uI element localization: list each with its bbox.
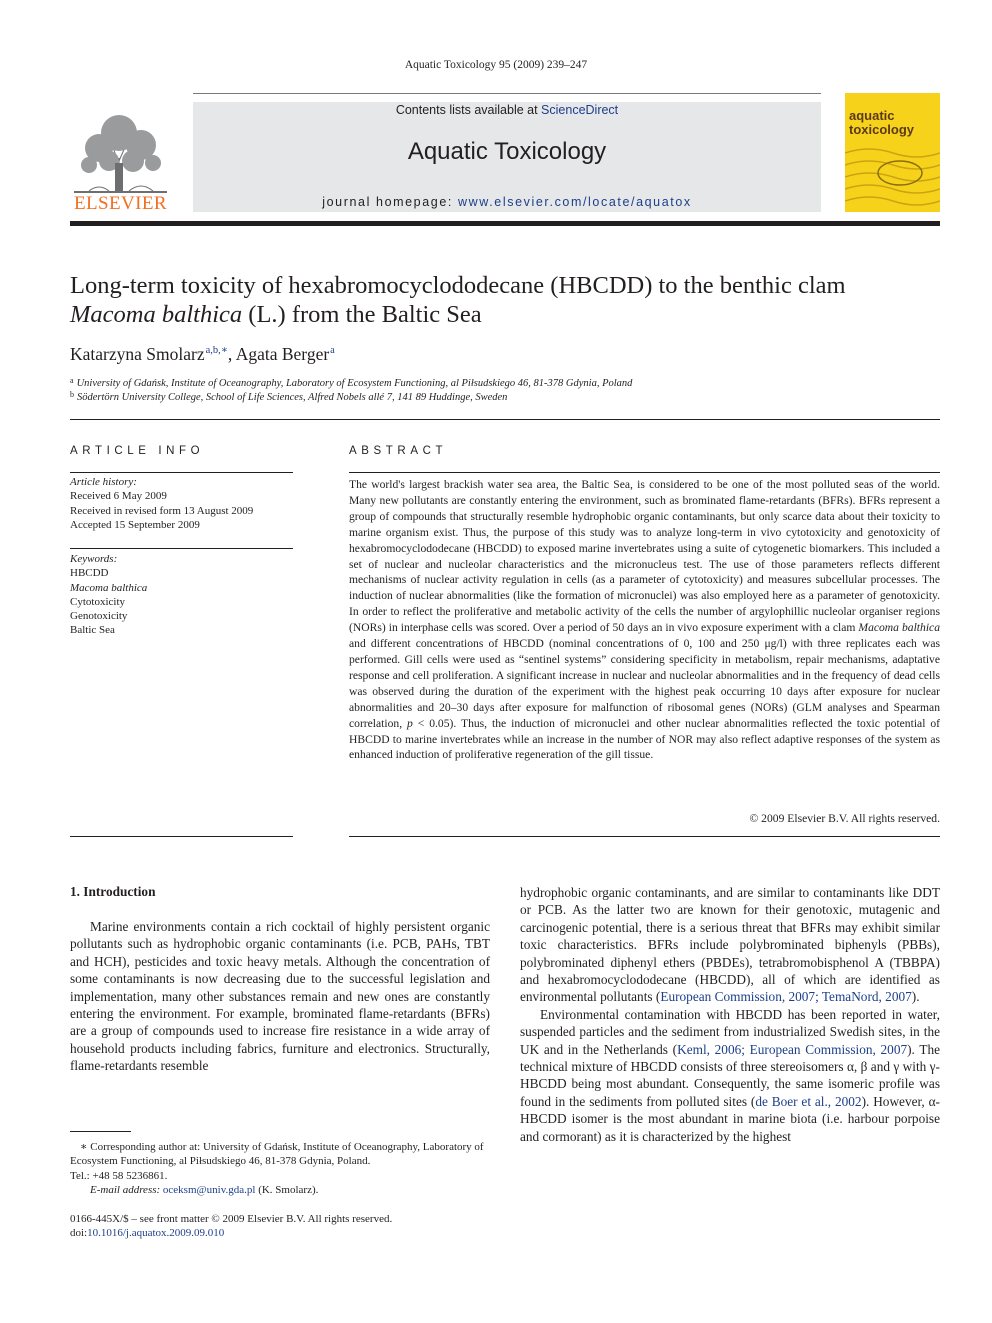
author-1: Katarzyna Smolarz [70,344,205,364]
article-info-rule [70,472,293,473]
contents-prefix: Contents lists available at [395,103,542,117]
body-column-right [520,884,940,1145]
paragraph-text: ). The technical mixture of HBCDD consists of three stereoisomers α, β and γ with γ-HBCDD being most abundant. Consequently, the same isomeric profile was found in the sediments from polluted sites ( [520,1041,940,1109]
keyword-item: HBCDD [70,567,109,580]
author-2-marks[interactable]: a [330,345,335,356]
paragraph-text: ). However, α-HBCDD isomer is the most abundant in marine biota (i.e. harbour porpoise and cormorant) as it is characterized by the highest [520,1093,940,1144]
abstract-species: Macoma balthica [858,621,940,635]
abstract-text [349,477,940,763]
paragraph-text: ). [911,989,920,1005]
corresponding-author: ∗ Corresponding author at: University of Gdańsk, Institute of Oceanography, Laboratory of Ecosystem Functioning, al Piłsudskiego 46, 81-378 Gdynia, Poland. [70,1141,484,1168]
abstract-p-symbol: p [407,716,413,730]
abstract-part1: The world's largest brackish water sea area, the Baltic Sea, is considered to be one of the most polluted seas of the world. Many new pollutants are constantly entering the environment, such as brominated flame-retardants (BFRs). BFRs represent a group of compounds that structurally resemble hydrophobic organic contaminants, but only scarce data about their toxicity to marine organism exist. Thus, the purpose of this study was to analyze long-term in vivo cytotoxicity and genotoxicity of hexabromocyclododecane (HBCDD) to exposed marine invertebrates using a suite of cytogenetic biomarkers. This included a set of nuclear and nucleolar characteristics and the micronucleus test. The use of those parameters reflects different mechanisms of nuclear activity regulation in cells (as a parameter of cytotoxicity) and measures subcellular processes. The induction of nuclear abnormalities (like the formation of micronuclei) was also employed here as a parameter of genotoxicity. In order to reflect the proliferative and metabolic activity of the cells the number of argylophillic nucleolar organiser regions (NORs) in interphase cells was scored. Over a period of 50 days an in vivo exposure experiment with a clam [349,478,940,635]
journal-cover-thumbnail[interactable] [845,93,940,212]
keyword-item: Baltic Sea [70,624,115,637]
title-species: Macoma balthica [70,300,243,328]
issn-line: 0166-445X/$ – see front matter © 2009 Elsevier B.V. All rights reserved. [70,1213,393,1225]
journal-homepage [193,195,821,209]
doi-label: doi: [70,1227,88,1240]
header-rule [70,221,940,226]
affiliation-a-mark: a [70,376,74,385]
abstract-part3: < 0.05). Thus, the induction of micronuclei and other nuclear abnormalities reflected the toxic potential of HBCDD to marine invertebrates while an increase in the number of NOR may also reflect adaptive responses of the system as enhanced induction of proliferative regeneration of the gill tissue. [349,716,941,762]
affiliation-a-text: University of Gdańsk, Institute of Oceanography, Laboratory of Ecosystem Functioning, al Piłsudskiego 46, 81-378 Gdynia, Poland [76,378,633,389]
paragraph-text: hydrophobic organic contaminants, and are similar to contaminants like DDT or PCB. As the latter two are known for their genotoxic, mutagenic and carcinogenic potential, there is a serious threat that BFRs may exhibit similar toxic characteristics. BFRs include polybrominated biphenyls (PBBs), polybrominated diphenyl ethers (PBDEs), tetrabromobisphenol A (TBBPA) and hexabromocyclododecane (HBCDD), all of which are identified as environmental pollutants ( [520,885,940,1005]
received-date: Received 6 May 2009 [70,490,167,503]
revised-date: Received in revised form 13 August 2009 [70,504,254,517]
affiliation-b-text: Södertörn University College, School of Life Sciences, Alfred Nobels allé 7, 141 89 Huddinge, Sweden [77,392,508,403]
affiliation-b [70,390,507,403]
abstract-rule [349,472,940,473]
homepage-label: journal homepage: [322,195,459,209]
affiliation-a [70,376,632,389]
contents-line [193,103,821,117]
paragraph: Marine environments contain a rich cocktail of highly persistent organic pollutants such as hydrophobic organic contaminants (i.e. PCB, PAHs, TBT and HCH), pesticides and toxic heavy metals. Although the concentration of some contaminants is now decreasing due to the successful legislation and implementation, many other substances remain and new ones are constantly entering the environment. For example, brominated flame-retardants (BFRs) are a group of compounds used to increase fire resistance in a wide array of household products including fabrics, furniture and electronics. Structurally, flame-retardants resemble [70,919,490,1074]
keyword-item: Genotoxicity [70,610,128,623]
telephone: Tel.: +48 58 5236861. [70,1169,168,1182]
author-list [70,344,335,365]
title-part2: (L.) from the Baltic Sea [242,300,482,328]
title-rule [70,419,940,420]
affiliation-b-mark: b [70,390,74,399]
cover-water-ripple-icon [845,143,940,212]
header-top-rule [193,93,821,94]
elsevier-wordmark: ELSEVIER [74,193,167,214]
sciencedirect-link[interactable]: ScienceDirect [541,103,619,117]
journal-name: Aquatic Toxicology [407,138,607,165]
keywords-rule [70,548,293,549]
paragraph-text: Environmental contamination with HBCDD has been reported in water, suspended particles and the sediment from industrialized Swedish sites, in the UK and in the Netherlands ( [520,1006,940,1057]
accepted-date: Accepted 15 September 2009 [70,518,200,531]
keywords-label: Keywords: [70,553,118,565]
section-heading: 1. Introduction [70,884,156,899]
abstract-part2: and different concentrations of HBCDD (nominal concentrations of 0, 100 and 250 μg/l) with three replicates each was performed. Gill cells were used as “sentinel systems” considering specificity in metabolism, repair mechanisms, adaptative response and cell proliferation. A significant increase in nuclear and nucleolar abnormalities and in the frequency of dead cells was observed during the duration of the experiment with the highest peak occurring 10 days after exposure for nuclear abnormalities and 20–30 days after exposure for malfunction of ribosomal genes (NORs) (GLM analyses and Spearman correlation, [349,637,940,730]
paragraph [520,1006,940,1145]
abstract-bottom-rule [349,836,940,837]
article-info-heading: ARTICLE INFO [70,445,205,457]
journal-reference: Aquatic Toxicology 95 (2009) 239–247 [404,59,588,71]
bottom-metadata [70,1212,392,1241]
doi-link[interactable]: 10.1016/j.aquatox.2009.09.010 [87,1227,225,1240]
email-link[interactable]: oceksm@univ.gda.pl [162,1183,256,1196]
footnote-rule [70,1131,131,1132]
author-2: Agata Berger [235,344,330,364]
article-info-bottom-rule [70,836,293,837]
citation-link[interactable]: de Boer et al., 2002 [755,1093,862,1109]
body-column-left [70,918,490,1075]
email-label: E-mail address: [90,1183,163,1196]
cover-title-line2: toxicology [849,122,915,137]
keyword-item: Macoma balthica [70,581,148,594]
author-separator: , [227,344,236,364]
author-1-marks[interactable]: a,b,∗ [205,345,228,356]
abstract-copyright: © 2009 Elsevier B.V. All rights reserved. [749,812,940,825]
keywords-list [70,552,293,638]
abstract-heading: ABSTRACT [349,445,448,457]
article-history [70,475,293,532]
keyword-item: Cytotoxicity [70,595,125,608]
title-part1: Long-term toxicity of hexabromocyclododecane (HBCDD) to the benthic clam [70,272,846,299]
citation-link[interactable]: European Commission, 2007; TemaNord, 2007 [660,989,912,1005]
paragraph [520,884,940,1006]
email-suffix: (K. Smolarz). [255,1183,319,1196]
citation-link[interactable]: Keml, 2006; European Commission, 2007 [677,1041,908,1057]
article-title [70,272,940,329]
homepage-link[interactable]: www.elsevier.com/locate/aquatox [458,195,692,209]
history-label: Article history: [70,476,137,488]
cover-title-line1: aquatic [849,108,895,123]
footnote [70,1140,490,1197]
